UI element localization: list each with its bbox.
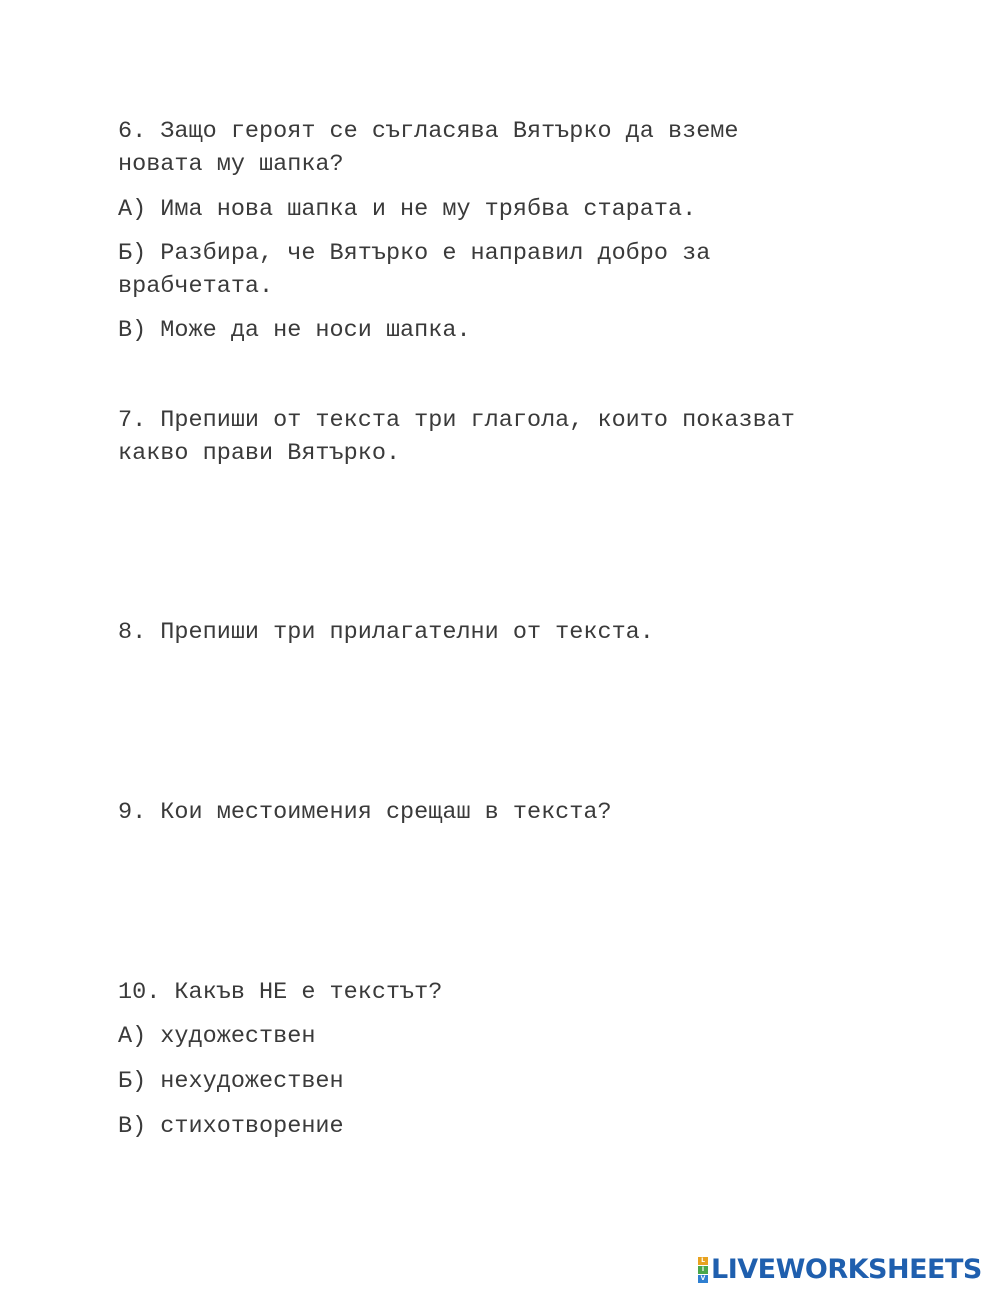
liveworksheets-logo: [698, 1255, 982, 1285]
question-10-option-a: А) художествен: [118, 1023, 316, 1050]
logo-mark-middle: I: [698, 1266, 708, 1274]
liveworksheets-logo-icon: [698, 1257, 708, 1283]
question-6-option-b-continued: врабчетата.: [118, 273, 274, 300]
question-6-option-c: В) Може да не носи шапка.: [118, 317, 471, 344]
question-7-text-continued: какво прави Вятърко.: [118, 440, 401, 467]
question-10-option-b: Б) нехудожествен: [118, 1068, 344, 1095]
question-7-text: 7. Препиши от текста три глагола, които показват: [118, 407, 795, 434]
question-6-text-continued: новата му шапка?: [118, 151, 344, 178]
logo-text: LIVEWORKSHEETS: [711, 1254, 982, 1285]
logo-mark-bottom: V: [698, 1275, 708, 1283]
question-8-text: 8. Препиши три прилагателни от текста.: [118, 619, 654, 646]
question-10-text: 10. Какъв НЕ е текстът?: [118, 979, 443, 1006]
question-6-option-a: А) Има нова шапка и не му трябва старата.: [118, 196, 697, 223]
logo-mark-top: L: [698, 1257, 708, 1265]
question-6-text: 6. Защо героят се съгласява Вятърко да вземе: [118, 118, 739, 145]
question-10-option-c: В) стихотворение: [118, 1113, 344, 1140]
question-9-text: 9. Кои местоимения срещаш в текста?: [118, 799, 612, 826]
question-6-option-b: Б) Разбира, че Вятърко е направил добро за: [118, 240, 711, 267]
